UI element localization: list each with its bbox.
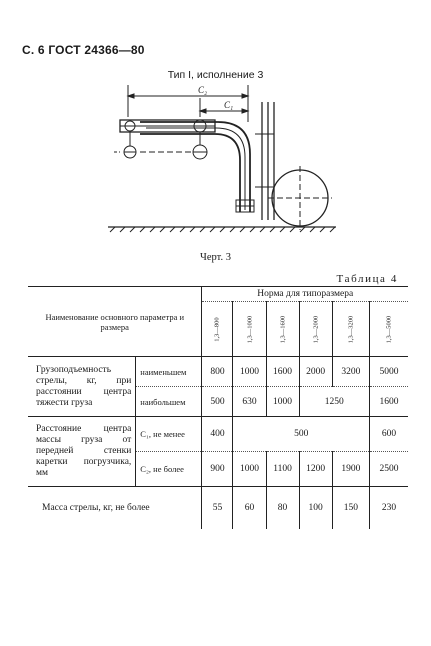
norm-header: Норма для типоразмера: [202, 287, 408, 302]
value-cell: 900: [202, 452, 233, 487]
value-cell: 5000: [370, 357, 408, 387]
size-cell: 1,3—1000: [233, 302, 266, 357]
capacity-min-row: [28, 357, 408, 387]
value-cell: 230: [370, 487, 408, 529]
value-cell: 500: [233, 417, 370, 452]
value-cell: 1600: [266, 357, 299, 387]
c2-label: C₂, не более: [136, 452, 202, 487]
value-cell: 60: [233, 487, 266, 529]
c1-label: C₁, не менее: [136, 417, 202, 452]
value-cell: 1000: [233, 357, 266, 387]
spec-table: [28, 286, 408, 529]
value-cell: 1250: [299, 387, 369, 417]
value-cell: 400: [202, 417, 233, 452]
value-cell: 3200: [332, 357, 369, 387]
figure-caption: Черт. 3: [200, 252, 231, 263]
figure-title: Тип I, исполнение 3: [167, 69, 264, 81]
capacity-min-label: наименьшем: [136, 357, 202, 387]
value-cell: 500: [202, 387, 233, 417]
value-cell: 55: [202, 487, 233, 529]
mass-label: Масса стрелы, кг, не более: [28, 487, 202, 529]
mass-row: [28, 487, 408, 529]
size-cell: 1,3—5000: [370, 302, 408, 357]
value-cell: 100: [299, 487, 332, 529]
value-cell: 600: [370, 417, 408, 452]
value-cell: 800: [202, 357, 233, 387]
table-header-row: [28, 287, 408, 302]
value-cell: 1000: [233, 452, 266, 487]
capacity-max-label: наибольшем: [136, 387, 202, 417]
value-cell: 1100: [266, 452, 299, 487]
value-cell: 80: [266, 487, 299, 529]
value-cell: 1200: [299, 452, 332, 487]
value-cell: 1600: [370, 387, 408, 417]
param-header: Наименование основного параметра и размера: [28, 287, 202, 357]
value-cell: 2000: [299, 357, 332, 387]
dim-outer-label: C₂: [198, 85, 208, 95]
value-cell: 1000: [266, 387, 299, 417]
value-cell: 630: [233, 387, 266, 417]
size-cell: 1,3—1600: [266, 302, 299, 357]
boom-drawing: [100, 82, 340, 252]
value-cell: 2500: [370, 452, 408, 487]
table-title: Таблица 4: [336, 273, 398, 285]
page-header: С. 6 ГОСТ 24366—80: [22, 43, 145, 57]
c1-row: [28, 417, 408, 452]
size-cell: 1,3—3200: [332, 302, 369, 357]
value-cell: 150: [332, 487, 369, 529]
size-cell: 1,3—800: [202, 302, 233, 357]
distance-label: Расстояние центра массы груза от передней стенки каретки погрузчика, мм: [28, 417, 136, 487]
value-cell: 1900: [332, 452, 369, 487]
capacity-label: Грузоподъемность стрелы, кг, при расстоянии центра тяжести груза: [36, 364, 132, 408]
dim-inner-label: C₁: [224, 100, 234, 110]
size-cell: 1,3—2000: [299, 302, 332, 357]
